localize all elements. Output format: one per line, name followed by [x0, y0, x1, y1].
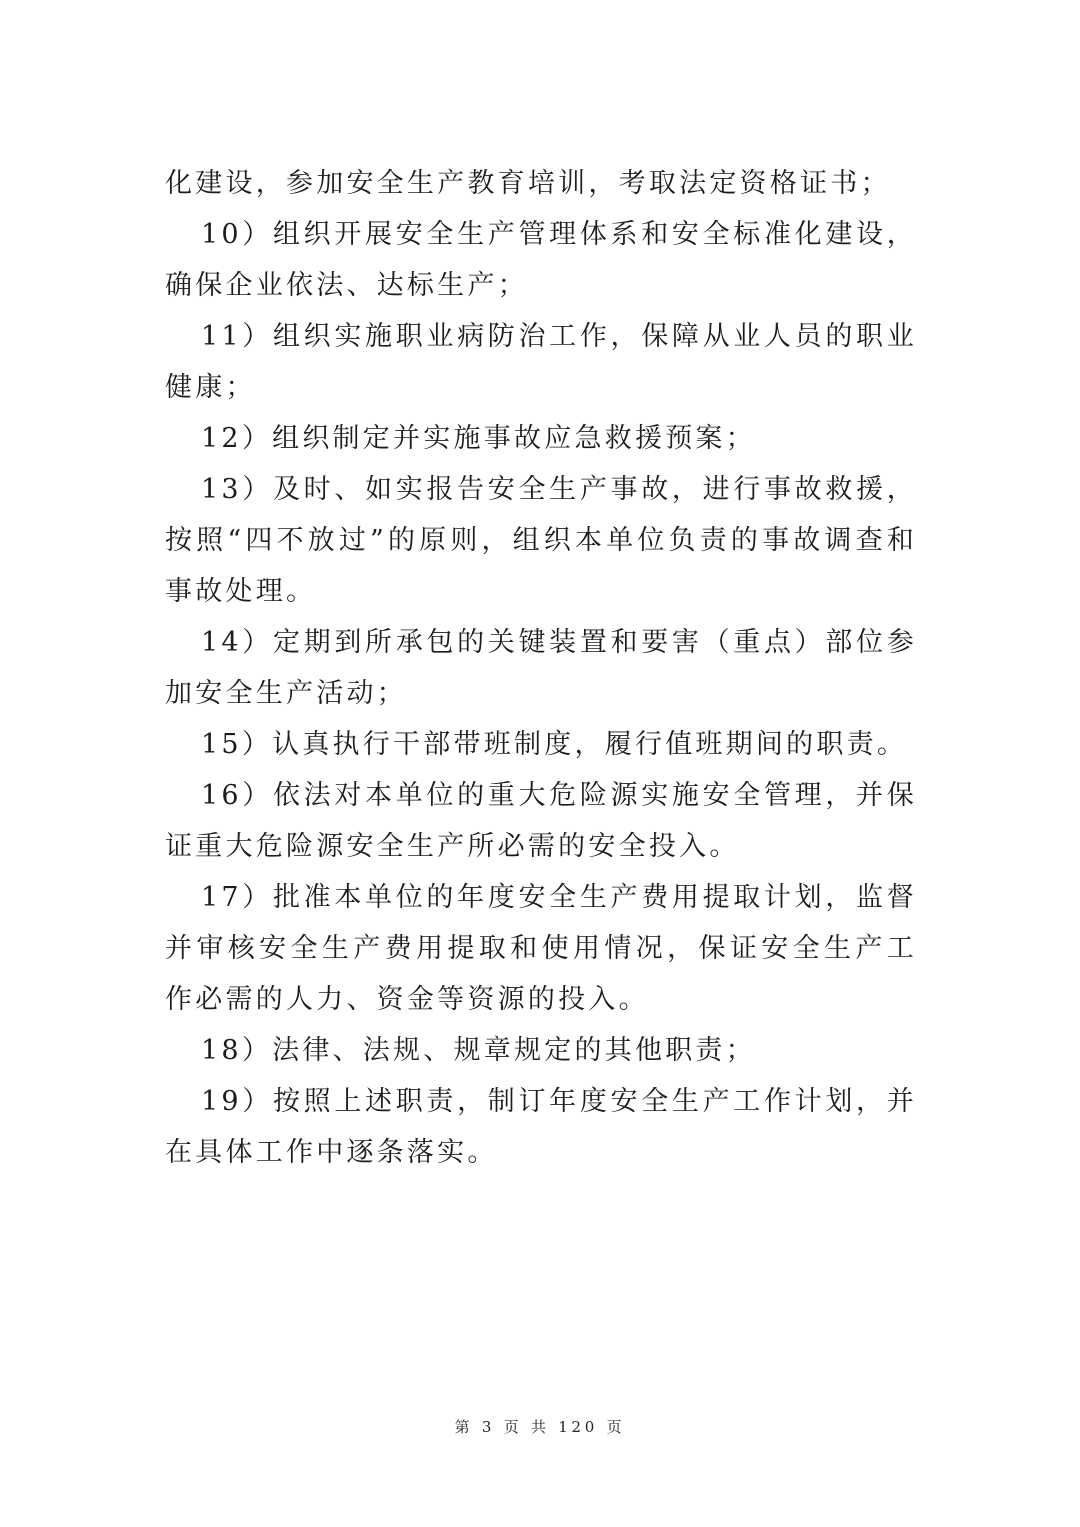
paragraph-item-19: 19）按照上述职责，制订年度安全生产工作计划，并在具体工作中逐条落实。	[165, 1086, 917, 1168]
paragraph-item-15: 15）认真执行干部带班制度，履行值班期间的职责。	[201, 729, 908, 760]
paragraph-item-12: 12）组织制定并实施事故应急救援预案；	[201, 423, 756, 454]
paragraph-item-16: 16）依法对本单位的重大危险源实施安全管理，并保证重大危险源安全生产所必需的安全投入。	[165, 780, 917, 862]
paragraph-item-10: 10）组织开展安全生产管理体系和安全标准化建设，确保企业依法、达标生产；	[165, 219, 917, 301]
paragraph-item-18: 18）法律、法规、规章规定的其他职责；	[201, 1035, 756, 1066]
paragraph-item-11: 11）组织实施职业病防治工作，保障从业人员的职业健康；	[165, 321, 917, 403]
paragraph-item-14: 14）定期到所承包的关键装置和要害（重点）部位参加安全生产活动；	[165, 627, 917, 709]
document-body	[165, 158, 917, 1178]
paragraph-item-13: 13）及时、如实报告安全生产事故，进行事故救援，按照“四不放过”的原则，组织本单位负责的事故调查和事故处理。	[165, 474, 917, 607]
paragraph-item-17: 17）批准本单位的年度安全生产费用提取计划，监督并审核安全生产费用提取和使用情况，保证安全生产工作必需的人力、资金等资源的投入。	[165, 882, 917, 1015]
page-number-footer: 第 3 页 共 120 页	[454, 1418, 626, 1436]
paragraph-continuation: 化建设，参加安全生产教育培训，考取法定资格证书；	[165, 168, 891, 199]
